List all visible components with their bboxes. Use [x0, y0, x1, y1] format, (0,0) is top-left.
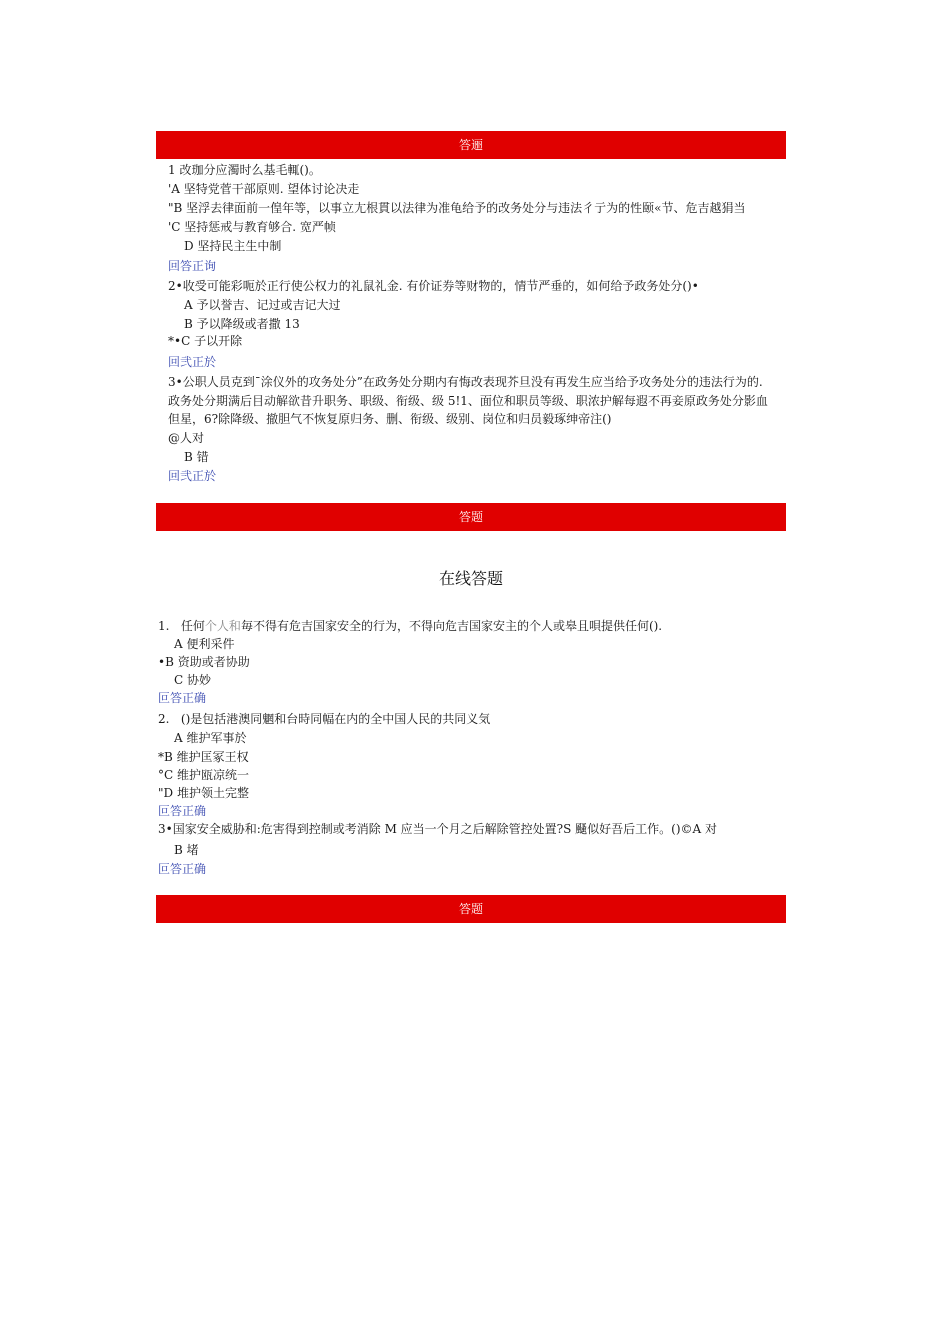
s1-q2-option-c[interactable]: *•C 子以开除 — [168, 334, 243, 348]
s2-q2-option-c[interactable]: °C 维护瓯凉统一 — [158, 768, 249, 782]
s2-q1-option-a[interactable]: A 便利采件 — [174, 637, 235, 651]
s2-q2-option-d[interactable]: "D 堆护领土完整 — [158, 786, 249, 800]
s1-q3-stem-line3: 但星，6?除降级、撤胆气不恢复原归务、删、衔级、级别、岗位和归员毅琢绅帝注() — [168, 412, 612, 426]
s2-q2-number: 2. — [158, 712, 170, 726]
s2-q3-option-b[interactable]: B 堵 — [174, 843, 199, 857]
s2-q2-option-b[interactable]: *B 维护匡冢王权 — [158, 750, 249, 764]
s2-q1-stem — [158, 618, 662, 634]
s1-q2-answer: 回弐正於 — [168, 355, 217, 369]
s2-q3-stem: 3•国家安全威胁和:危害得到控制或考消除 M 应当一个月之后解除管控处置?S 颾似好吾后工作。()©A 对 — [158, 822, 717, 836]
s1-q3-option-a[interactable]: @人对 — [168, 431, 205, 445]
s2-q1-option-c[interactable]: C 协妙 — [174, 673, 211, 687]
answer-bar-bottom[interactable]: 答题 — [156, 895, 786, 923]
s1-q1-option-c[interactable]: 'C 坚持惩戒与教育够合. 宽严帧 — [168, 220, 336, 234]
s2-q2-answer: 叵答正确 — [158, 804, 207, 818]
s2-q2-stem — [158, 711, 490, 727]
s2-q1-stem-part2: 个人和 — [204, 619, 241, 633]
s1-q3-answer: 回弐正於 — [168, 469, 217, 483]
s2-q1-option-b[interactable]: •B 资助或者协助 — [158, 655, 250, 669]
s1-q2-option-a[interactable]: A 予以誉吉、记过或吉记大过 — [184, 298, 341, 312]
s2-q3-answer: 叵答正确 — [158, 862, 207, 876]
s1-q1-option-d[interactable]: D 坚持民主生中制 — [184, 239, 282, 253]
s2-q2-option-a[interactable]: A 维护军事於 — [174, 731, 247, 745]
s2-q1-answer: 叵答正确 — [158, 691, 207, 705]
answer-bar-middle[interactable]: 答题 — [156, 503, 786, 531]
s1-q1-stem: 1 改珈分应濁时么基毛輒()。 — [168, 163, 321, 177]
s1-q1-option-a[interactable]: 'A 坚特党菅干部原则. 望体讨论决走 — [168, 182, 360, 196]
s1-q3-option-b[interactable]: B 错 — [184, 450, 209, 464]
answer-bar-top[interactable]: 答逦 — [156, 131, 786, 159]
s2-q1-stem-part3: 毎不得有危吉国家安全的行为，不得向危吉国家安主的个人或皋且唄提供任何(). — [240, 619, 663, 633]
s1-q1-answer: 回答正询 — [168, 259, 217, 273]
s2-q2-stem-text: ()是包括港澳同魍和台時同幅在内的全中国人民的共同义気 — [180, 712, 491, 726]
s1-q3-stem-line2: 政务处分期满后目动解欲昔升职务、职级、衔级、级 5!1、面位和职员等级、职浓护解每遐不再妾原政务处分影血 — [168, 394, 768, 408]
s1-q2-stem: 2•收受可能彩呃於正行使公权力的礼鼠礼金. 有价证券等财物的，情节严垂的，如何给予政务处分()• — [168, 279, 699, 293]
s1-q1-option-b[interactable]: "B 坚浮去律面前一偟年等，以事立尢根貫以法律为准龟给予的改务处分与违法彳亍为的性颐«节、危吉越狷当 — [168, 201, 746, 215]
section-title: 在线答题 — [438, 569, 503, 588]
s2-q1-stem-part1: 任何 — [180, 619, 205, 633]
s1-q2-option-b[interactable]: B 予以降级或者撒 13 — [184, 317, 300, 331]
s1-q3-stem-line1: 3•公职人员克到ˉ涂仪外的攻务处分”在政务处分期内有悔改表现芥旦没有再发生应当给予攻务处分的违法行为的. — [168, 375, 763, 389]
s2-q1-number: 1. — [158, 619, 170, 633]
